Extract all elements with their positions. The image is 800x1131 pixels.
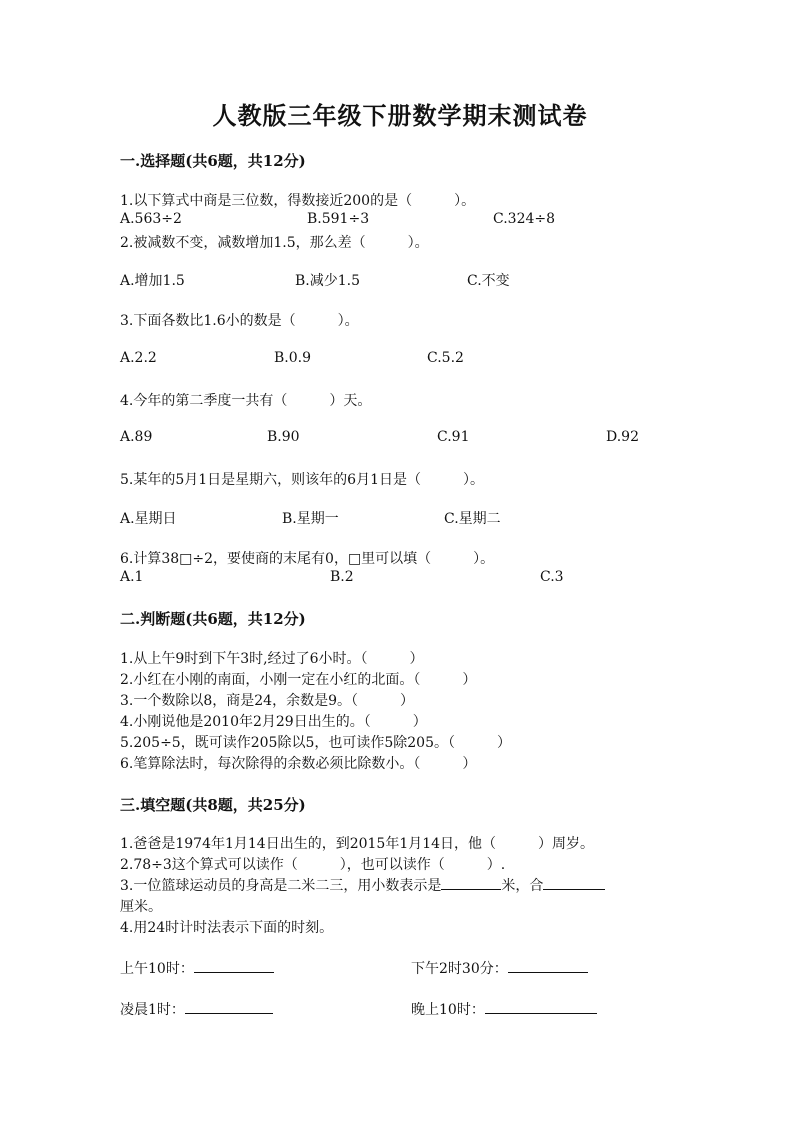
time-item-3: [120, 999, 273, 1019]
time-item-1: [120, 958, 274, 978]
choice-q5-option-b: B.星期一: [282, 511, 339, 527]
choice-q6-option-c: C.3: [540, 569, 564, 585]
time-item-2-label: 下午2时30分：: [411, 961, 508, 977]
choice-q5-option-a: A.星期日: [120, 511, 177, 527]
fill-q3-blank-1[interactable]: [441, 875, 501, 890]
judge-q5: 5.205÷5，既可读作205除以5，也可读作5除205。（ ）: [120, 735, 511, 751]
judge-q6: 6.笔算除法时，每次除得的余数必须比除数小。（ ）: [120, 756, 477, 772]
fill-q3-text-b: 米，合: [501, 878, 544, 894]
fill-q3: [120, 875, 605, 895]
judge-q4: 4.小刚说他是2010年2月29日出生的。（ ）: [120, 714, 427, 730]
time-item-2-blank[interactable]: [508, 958, 588, 973]
choice-q3-option-a: A.2.2: [120, 350, 157, 366]
choice-q4-option-b: B.90: [267, 429, 300, 445]
judge-q2: 2.小红在小刚的南面，小刚一定在小红的北面。（ ）: [120, 672, 477, 688]
time-item-1-blank[interactable]: [194, 958, 274, 973]
choice-q2-option-a: A.增加1.5: [120, 273, 185, 289]
time-item-3-label: 凌晨1时：: [120, 1002, 185, 1018]
fill-q1: 1.爸爸是1974年1月14日出生的，到2015年1月14日，他（ ）周岁。: [120, 836, 595, 852]
choice-q5-option-c: C.星期二: [444, 511, 501, 527]
section-choice-heading: 一.选择题(共6题，共12分): [120, 152, 306, 170]
choice-q1-option-c: C.324÷8: [493, 211, 556, 227]
choice-q5: 5.某年的5月1日是星期六，则该年的6月1日是（ ）。: [120, 472, 484, 488]
page-title: 人教版三年级下册数学期末测试卷: [212, 101, 588, 130]
choice-q3-option-c: C.5.2: [427, 350, 464, 366]
fill-q3-continuation: 厘米。: [120, 899, 162, 915]
fill-q2: 2.78÷3这个算式可以读作（ ），也可以读作（ ）.: [120, 857, 506, 873]
fill-q3-text-a: 3.一位篮球运动员的身高是二米二三，用小数表示是: [120, 878, 442, 894]
choice-q1: 1.以下算式中商是三位数，得数接近200的是（ ）。: [120, 193, 476, 209]
choice-q4-option-a: A.89: [120, 429, 153, 445]
choice-q1-option-b: B.591÷3: [307, 211, 370, 227]
section-judge-heading: 二.判断题(共6题，共12分): [120, 610, 306, 628]
time-item-4-label: 晚上10时：: [411, 1002, 485, 1018]
time-item-1-label: 上午10时：: [120, 961, 194, 977]
choice-q3: 3.下面各数比1.6小的数是（ ）。: [120, 313, 359, 329]
judge-q3: 3.一个数除以8，商是24，余数是9。（ ）: [120, 693, 414, 709]
choice-q2-option-c: C.不变: [467, 273, 510, 289]
time-item-4: [411, 999, 597, 1019]
choice-q6-option-b: B.2: [330, 569, 354, 585]
choice-q4-option-d: D.92: [606, 429, 639, 445]
time-item-3-blank[interactable]: [185, 999, 273, 1014]
choice-q2: 2.被减数不变，减数增加1.5，那么差（ ）。: [120, 235, 429, 251]
choice-q6-option-a: A.1: [120, 569, 144, 585]
fill-q4: 4.用24时计时法表示下面的时刻。: [120, 920, 334, 936]
choice-q4: 4.今年的第二季度一共有（ ）天。: [120, 393, 372, 409]
time-item-2: [411, 958, 588, 978]
judge-q1: 1.从上午9时到下午3时,经过了6小时。（ ）: [120, 651, 424, 667]
choice-q1-option-a: A.563÷2: [120, 211, 182, 227]
choice-q3-option-b: B.0.9: [274, 350, 312, 366]
time-item-4-blank[interactable]: [485, 999, 597, 1014]
fill-q3-blank-2[interactable]: [543, 875, 605, 890]
choice-q6: 6.计算38□÷2，要使商的末尾有0，□里可以填（ ）。: [120, 551, 495, 567]
choice-q4-option-c: C.91: [437, 429, 470, 445]
section-fill-heading: 三.填空题(共8题，共25分): [120, 796, 306, 814]
choice-q2-option-b: B.减少1.5: [295, 273, 361, 289]
